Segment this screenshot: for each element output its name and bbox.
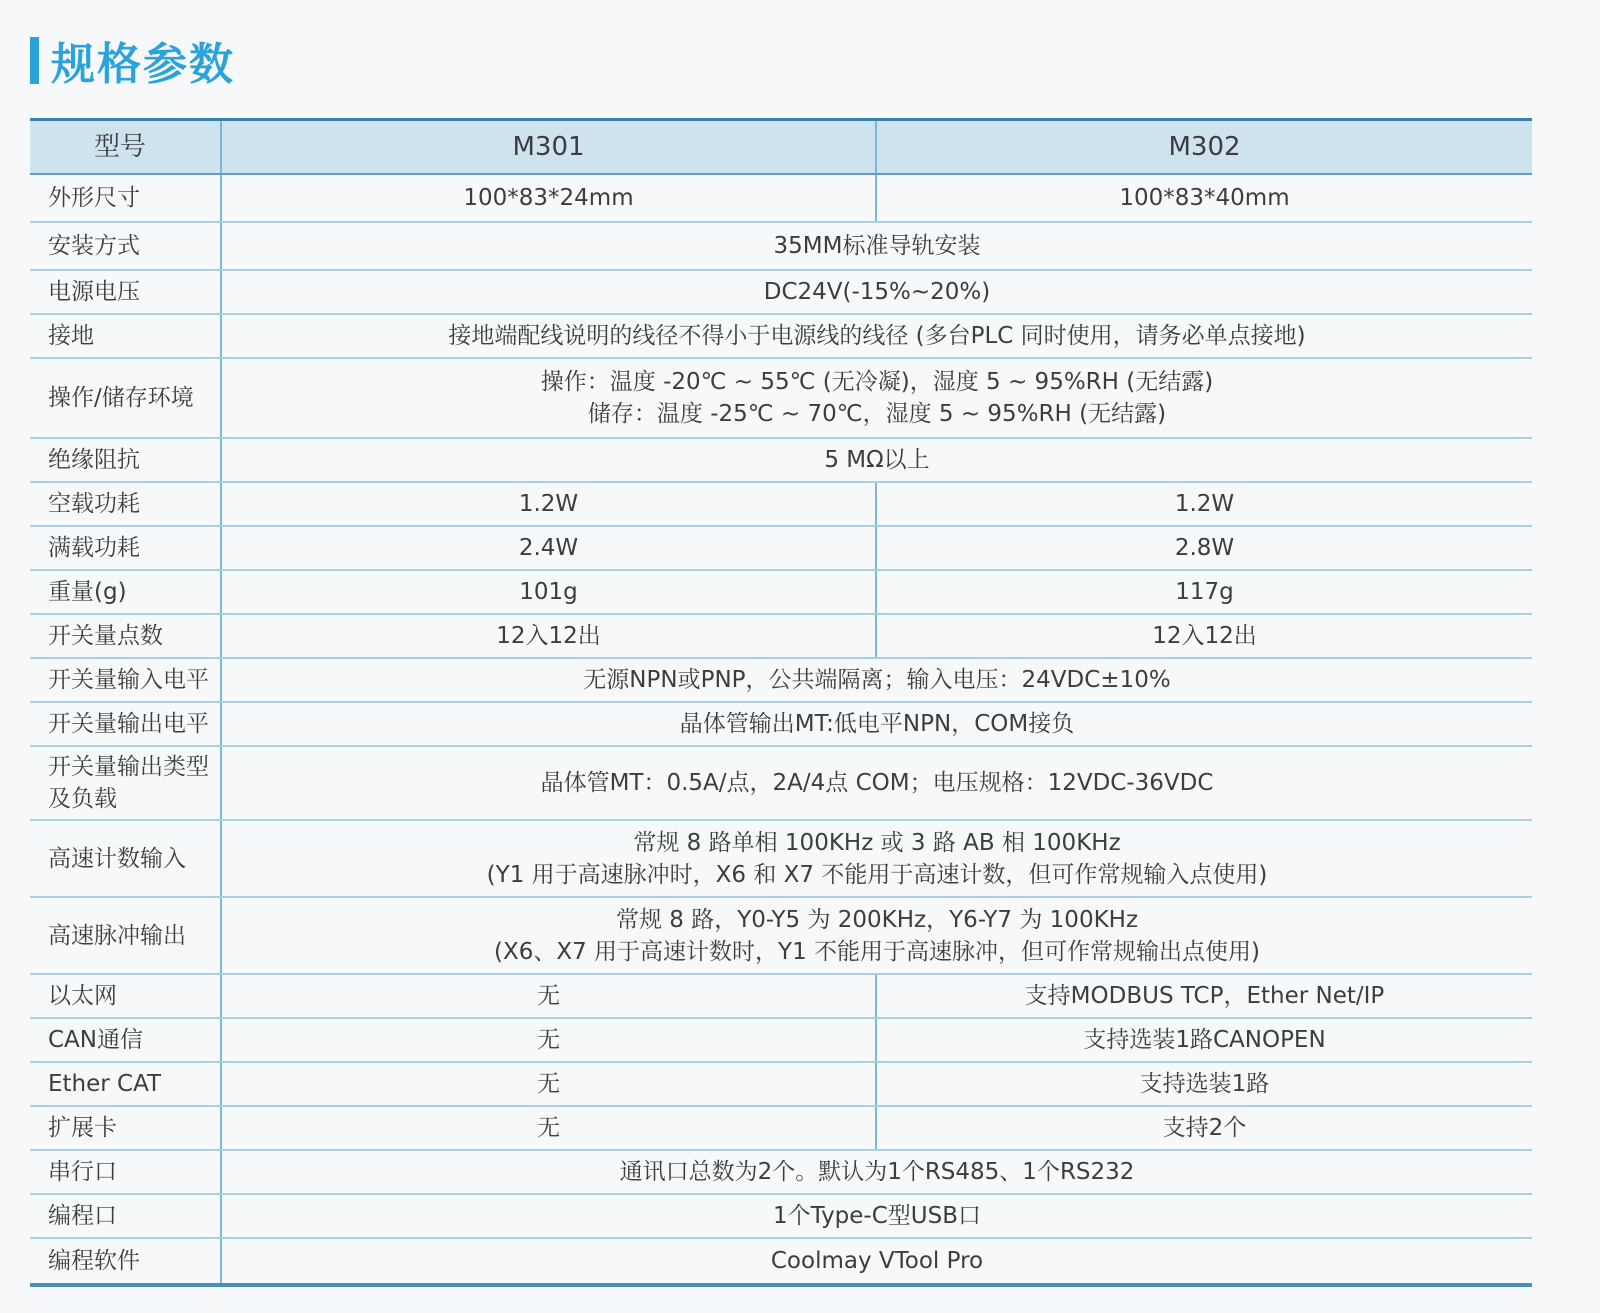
- spec-table: [30, 118, 1532, 1287]
- table-row: [30, 975, 1532, 1019]
- row-value: [222, 359, 1532, 437]
- row-value-line2: 储存：温度 -25℃ ~ 70℃，湿度 5 ~ 95%RH (无结露): [587, 401, 1167, 427]
- row-label: 以太网: [30, 975, 222, 1017]
- row-label: 开关量输出电平: [30, 703, 222, 745]
- row-label: 空载功耗: [30, 483, 222, 525]
- row-value-line1: 操作：温度 -20℃ ~ 55℃ (无冷凝)，湿度 5 ~ 95%RH (无结露): [540, 369, 1214, 395]
- table-row: [30, 659, 1532, 703]
- row-value-line1: 常规 8 路，Y0-Y5 为 200KHz，Y6-Y7 为 100KHz: [615, 906, 1139, 933]
- table-row: [30, 223, 1532, 271]
- row-value: 晶体管MT：0.5A/点，2A/4点 COM；电压规格：12VDC-36VDC: [540, 770, 1214, 796]
- table-row: [30, 359, 1532, 439]
- row-value: DC24V(-15%~20%): [763, 279, 991, 305]
- table-row: [30, 527, 1532, 571]
- row-label: 高速计数输入: [30, 821, 222, 896]
- row-value: 1个Type-C型USB口: [772, 1203, 982, 1229]
- row-label: 重量(g): [30, 571, 222, 613]
- row-label: 编程口: [30, 1195, 222, 1237]
- table-row: [30, 1151, 1532, 1195]
- row-value-line2: (Y1 用于高速脉冲时，X6 和 X7 不能用于高速计数，但可作常规输入点使用): [486, 861, 1268, 888]
- table-row: [30, 615, 1532, 659]
- m301-value: 无: [222, 1107, 877, 1149]
- row-value-line2: (X6、X7 用于高速计数时，Y1 不能用于高速脉冲，但可作常规输出点使用): [493, 938, 1261, 965]
- row-value: 无源NPN或PNP，公共端隔离；输入电压：24VDC±10%: [583, 667, 1171, 693]
- m301-value: 1.2W: [222, 483, 877, 525]
- row-value: 晶体管输出MT:低电平NPN，COM接负: [679, 711, 1075, 737]
- table-row: [30, 1107, 1532, 1151]
- m301-value: 101g: [222, 571, 877, 613]
- row-label: 串行口: [30, 1151, 222, 1193]
- row-value: Coolmay VTool Pro: [770, 1248, 984, 1274]
- row-value-line1: 常规 8 路单相 100KHz 或 3 路 AB 相 100KHz: [633, 829, 1121, 856]
- row-value: 接地端配线说明的线径不得小于电源线的线径 (多台PLC 同时使用，请务必单点接地): [448, 323, 1306, 349]
- header-m301: M301: [222, 121, 877, 173]
- m302-value: 12入12出: [1152, 623, 1257, 649]
- m302-value: 117g: [1175, 579, 1234, 605]
- page-title: 规格参数: [51, 39, 235, 90]
- title-accent-bar: [30, 37, 39, 84]
- table-row: [30, 439, 1532, 483]
- row-value: 通讯口总数为2个。默认为1个RS485、1个RS232: [619, 1159, 1135, 1185]
- page-title-block: [30, 28, 1568, 92]
- table-row: [30, 1195, 1532, 1239]
- row-label: 安装方式: [30, 223, 222, 269]
- table-row: [30, 821, 1532, 898]
- row-value: 5 MΩ以上: [824, 447, 930, 473]
- table-row: [30, 271, 1532, 315]
- row-label: 开关量输入电平: [30, 659, 222, 701]
- m302-value: 支持2个: [1162, 1115, 1247, 1141]
- m302-value: 1.2W: [1174, 491, 1235, 517]
- m302-value: 支持选装1路CANOPEN: [1083, 1027, 1326, 1053]
- table-row: [30, 747, 1532, 821]
- m301-value: 无: [222, 1063, 877, 1105]
- table-row: [30, 483, 1532, 527]
- m302-value: 100*83*40mm: [1119, 185, 1290, 211]
- m301-value: 无: [222, 975, 877, 1017]
- row-value: 35MM标准导轨安装: [773, 233, 981, 259]
- m302-value: 2.8W: [1174, 535, 1235, 561]
- m301-value: 2.4W: [222, 527, 877, 569]
- m302-value: 支持MODBUS TCP，Ether Net/IP: [1024, 983, 1385, 1009]
- row-label: 开关量输出类型及负载: [30, 747, 222, 819]
- table-row: [30, 175, 1532, 223]
- row-value: [222, 821, 1532, 896]
- m301-value: 12入12出: [222, 615, 877, 657]
- m301-value: 100*83*24mm: [222, 175, 877, 221]
- row-label: 满载功耗: [30, 527, 222, 569]
- table-row: [30, 315, 1532, 359]
- row-label: 开关量点数: [30, 615, 222, 657]
- m302-value: 支持选装1路: [1139, 1071, 1270, 1097]
- row-label: 绝缘阻抗: [30, 439, 222, 481]
- header-model: 型号: [30, 121, 222, 173]
- row-label: 扩展卡: [30, 1107, 222, 1149]
- table-header-row: [30, 121, 1532, 175]
- row-label: Ether CAT: [30, 1063, 222, 1105]
- table-row: [30, 1019, 1532, 1063]
- row-label: 外形尺寸: [30, 175, 222, 221]
- row-label: 接地: [30, 315, 222, 357]
- table-row: [30, 1239, 1532, 1283]
- table-row: [30, 1063, 1532, 1107]
- table-row: [30, 703, 1532, 747]
- row-label: 电源电压: [30, 271, 222, 313]
- row-label: 编程软件: [30, 1239, 222, 1283]
- row-label: CAN通信: [30, 1019, 222, 1061]
- table-row: [30, 898, 1532, 975]
- row-value: [222, 898, 1532, 973]
- header-m302: M302: [1168, 132, 1241, 162]
- row-label: 高速脉冲输出: [30, 898, 222, 973]
- row-label: 操作/储存环境: [30, 359, 222, 437]
- m301-value: 无: [222, 1019, 877, 1061]
- table-row: [30, 571, 1532, 615]
